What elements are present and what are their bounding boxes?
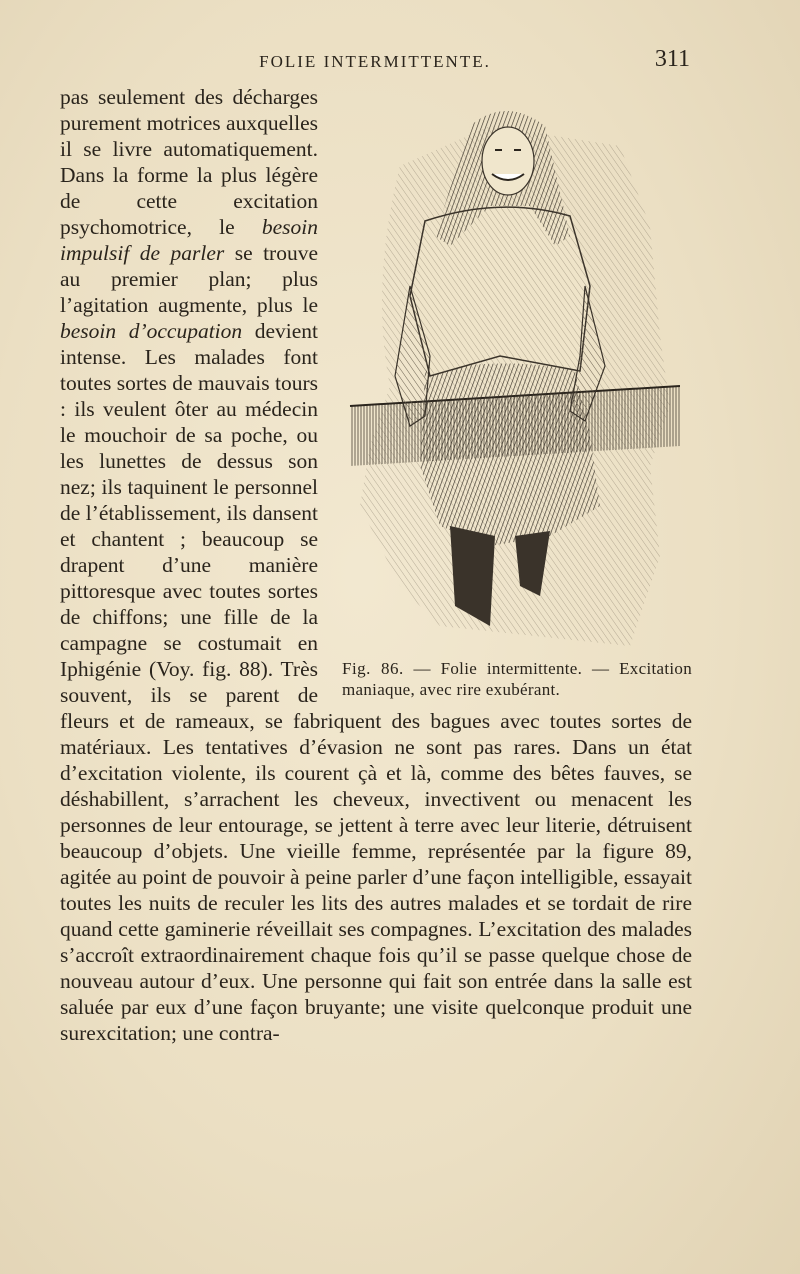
- figure-86: [330, 86, 692, 700]
- figure-caption-text: — Folie intermittente. — Excitation maniaque, avec rire exubérant.: [342, 659, 692, 699]
- emphasis-text: besoin impulsif de parler: [60, 215, 318, 265]
- engraving-illustration: [330, 86, 680, 656]
- figure-caption: [342, 658, 692, 700]
- page-header: [60, 46, 690, 76]
- body-text: [60, 84, 692, 1046]
- text-run: devient intense. Les malades font toutes sortes de mauvais tours : ils veulent ôter au médecin le mouchoir de sa poche, ou les lunettes de dessus son nez; ils taquinent le personnel de l’établissement, ils dansent et chantent ; beaucoup se drapent d’une manière pittoresque avec toutes sortes de chiffons; une fille de la campagne se costumait en Iphigénie (Voy. fig. 88). Très souvent, ils se parent de fleurs et de rameaux, se fabriquent des bagues avec toutes sortes de matériaux. Les tentatives d’évasion ne sont pas rares. Dans un état d’excitation violente, ils courent çà et là, comme des bêtes fauves, se déshabillent, s’arrachent les cheveux, invectivent ou menacent les personnes de leur entourage, se jettent à terre avec leur literie, détruisent beaucoup d’objets. Une vieille femme, représentée par la figure 89, agitée au point de pouvoir à peine parler d’une façon intelligible, essayait toutes les nuits de reculer les lits des autres malades et se tordait de rire quand cette gaminerie réveillait ses compagnes. L’excitation des malades s’accroît extraordinairement chaque fois qu’il se passe quelque chose de nouveau autour d’eux. Une personne qui fait son entrée dans la salle est saluée par eux d’une façon bruyante; une visite quelconque produit une surexcitation; une contra-: [60, 319, 692, 1045]
- text-run: pas seulement des décharges purement motrices auxquelles il se livre automatiquement. Dans la forme la plus légère de cette excitation psychomotrice, le: [60, 85, 318, 239]
- running-title: FOLIE INTERMITTENTE.: [259, 52, 491, 71]
- page-number: 311: [654, 46, 690, 72]
- figure-label: Fig. 86.: [342, 659, 404, 678]
- text-run: se trouve au premier plan; plus l’agitation augmente, plus le: [60, 241, 318, 317]
- emphasis-text: besoin d’occupation: [60, 319, 243, 343]
